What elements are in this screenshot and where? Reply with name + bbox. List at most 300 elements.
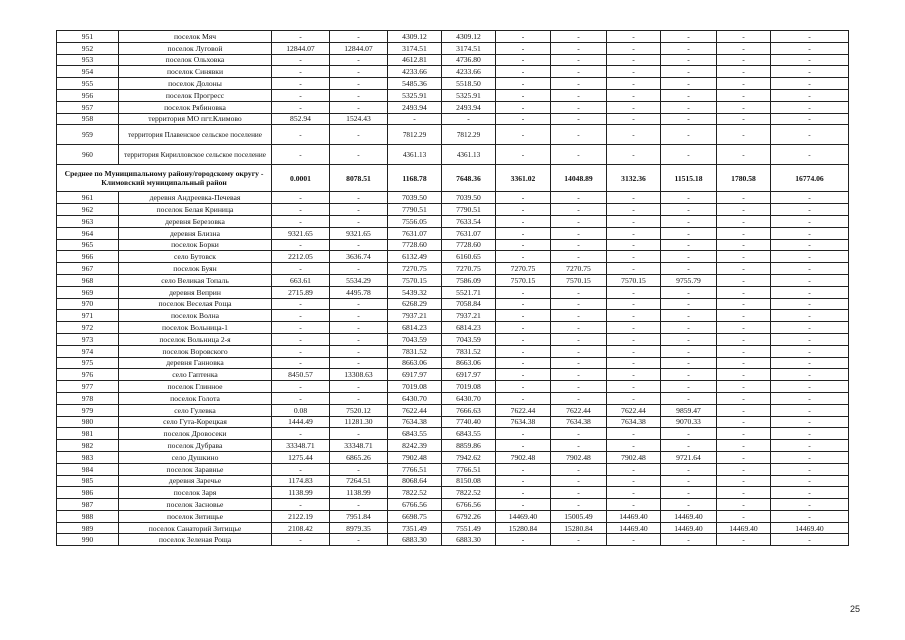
value-cell: 7043.59 xyxy=(388,333,442,345)
value-cell: - xyxy=(551,66,607,78)
table-row xyxy=(57,487,849,499)
value-cell: - xyxy=(771,451,849,463)
value-cell: 1780.58 xyxy=(717,165,771,192)
value-cell: - xyxy=(272,381,330,393)
value-cell: - xyxy=(661,392,717,404)
value-cell: - xyxy=(717,381,771,393)
value-cell: - xyxy=(717,499,771,511)
row-number-cell: 956 xyxy=(57,89,119,101)
table-row xyxy=(57,510,849,522)
settlement-name-cell: село Великая Топаль xyxy=(119,274,272,286)
value-cell: - xyxy=(607,333,661,345)
value-cell: 6132.49 xyxy=(388,251,442,263)
value-cell: 3174.51 xyxy=(388,42,442,54)
value-cell: 2212.05 xyxy=(272,251,330,263)
value-cell: - xyxy=(496,428,551,440)
value-cell: - xyxy=(717,113,771,125)
value-cell: - xyxy=(551,215,607,227)
table-row xyxy=(57,463,849,475)
value-cell: 7631.07 xyxy=(442,227,496,239)
value-cell: 8979.35 xyxy=(330,522,388,534)
value-cell: - xyxy=(607,227,661,239)
value-cell: 8150.08 xyxy=(442,475,496,487)
value-cell: - xyxy=(717,463,771,475)
value-cell: 7790.51 xyxy=(388,204,442,216)
value-cell: 1524.43 xyxy=(330,113,388,125)
row-number-cell: 974 xyxy=(57,345,119,357)
row-number-cell: 976 xyxy=(57,369,119,381)
value-cell: - xyxy=(607,66,661,78)
value-cell: - xyxy=(717,475,771,487)
table-row xyxy=(57,381,849,393)
table-row xyxy=(57,286,849,298)
value-cell: - xyxy=(330,125,388,145)
value-cell: - xyxy=(771,404,849,416)
settlement-name-cell: село Гулевка xyxy=(119,404,272,416)
settlement-name-cell: поселок Рябиновка xyxy=(119,101,272,113)
value-cell: - xyxy=(330,192,388,204)
value-cell: - xyxy=(661,499,717,511)
value-cell: - xyxy=(496,66,551,78)
value-cell: - xyxy=(607,475,661,487)
value-cell: - xyxy=(330,54,388,66)
value-cell: 8450.57 xyxy=(272,369,330,381)
value-cell: - xyxy=(551,101,607,113)
value-cell: 6814.23 xyxy=(442,322,496,334)
value-cell: 7790.51 xyxy=(442,204,496,216)
value-cell: 3361.02 xyxy=(496,165,551,192)
value-cell: - xyxy=(551,89,607,101)
table-row xyxy=(57,263,849,275)
value-cell: - xyxy=(496,78,551,90)
settlement-name-cell: поселок Голота xyxy=(119,392,272,404)
value-cell: - xyxy=(661,263,717,275)
settlement-name-cell: поселок Засновье xyxy=(119,499,272,511)
value-cell: - xyxy=(661,192,717,204)
value-cell: - xyxy=(496,215,551,227)
value-cell: 852.94 xyxy=(272,113,330,125)
value-cell: - xyxy=(771,440,849,452)
value-cell: 5534.29 xyxy=(330,274,388,286)
row-number-cell: 963 xyxy=(57,215,119,227)
value-cell: - xyxy=(496,534,551,546)
value-cell: 7740.40 xyxy=(442,416,496,428)
row-number-cell: 977 xyxy=(57,381,119,393)
settlement-name-cell: поселок Воровского xyxy=(119,345,272,357)
row-number-cell: 965 xyxy=(57,239,119,251)
settlement-name-cell: поселок Луговой xyxy=(119,42,272,54)
value-cell: - xyxy=(661,125,717,145)
value-cell: - xyxy=(551,534,607,546)
value-cell: 7902.48 xyxy=(607,451,661,463)
value-cell: 2715.89 xyxy=(272,286,330,298)
value-cell: 14048.89 xyxy=(551,165,607,192)
value-cell: - xyxy=(661,463,717,475)
value-cell: - xyxy=(330,66,388,78)
value-cell: - xyxy=(661,475,717,487)
value-cell: 4361.13 xyxy=(388,145,442,165)
value-cell: 11515.18 xyxy=(661,165,717,192)
value-cell: - xyxy=(717,263,771,275)
value-cell: - xyxy=(771,510,849,522)
value-cell: 9070.33 xyxy=(661,416,717,428)
value-cell: - xyxy=(771,381,849,393)
value-cell: - xyxy=(551,192,607,204)
value-cell: - xyxy=(717,42,771,54)
value-cell: - xyxy=(496,392,551,404)
value-cell: - xyxy=(551,78,607,90)
value-cell: - xyxy=(717,145,771,165)
table-row xyxy=(57,345,849,357)
value-cell: 3174.51 xyxy=(442,42,496,54)
settlement-name-cell: село Бутовск xyxy=(119,251,272,263)
table-row xyxy=(57,215,849,227)
value-cell: 7622.44 xyxy=(388,404,442,416)
row-number-cell: 972 xyxy=(57,322,119,334)
value-cell: 11281.30 xyxy=(330,416,388,428)
value-cell: 7570.15 xyxy=(388,274,442,286)
row-number-cell: 955 xyxy=(57,78,119,90)
value-cell: - xyxy=(496,192,551,204)
value-cell: - xyxy=(272,392,330,404)
value-cell: - xyxy=(607,463,661,475)
value-cell: - xyxy=(661,345,717,357)
settlement-name-cell: поселок Дровосеки xyxy=(119,428,272,440)
value-cell: - xyxy=(771,251,849,263)
value-cell: - xyxy=(717,227,771,239)
value-cell: - xyxy=(607,78,661,90)
value-cell: - xyxy=(551,369,607,381)
value-cell: 7622.44 xyxy=(607,404,661,416)
value-cell: 5325.91 xyxy=(442,89,496,101)
value-cell: - xyxy=(272,101,330,113)
value-cell: - xyxy=(607,113,661,125)
value-cell: - xyxy=(496,239,551,251)
value-cell: - xyxy=(661,487,717,499)
value-cell: - xyxy=(496,463,551,475)
value-cell: - xyxy=(661,310,717,322)
value-cell: 5518.50 xyxy=(442,78,496,90)
value-cell: - xyxy=(717,101,771,113)
value-cell: - xyxy=(551,145,607,165)
table-row xyxy=(57,475,849,487)
value-cell: - xyxy=(272,54,330,66)
value-cell: - xyxy=(551,475,607,487)
settlement-name-cell: поселок Борки xyxy=(119,239,272,251)
value-cell: 7831.52 xyxy=(388,345,442,357)
table-row xyxy=(57,125,849,145)
table-row xyxy=(57,239,849,251)
value-cell: 8068.64 xyxy=(388,475,442,487)
value-cell: - xyxy=(717,298,771,310)
row-number-cell: 961 xyxy=(57,192,119,204)
settlement-name-cell: поселок Заравнье xyxy=(119,463,272,475)
value-cell: - xyxy=(607,89,661,101)
value-cell: 7937.21 xyxy=(388,310,442,322)
row-number-cell: 983 xyxy=(57,451,119,463)
settlement-name-cell: поселок Ольховка xyxy=(119,54,272,66)
value-cell: 7570.15 xyxy=(551,274,607,286)
value-cell: - xyxy=(771,78,849,90)
value-cell: 2122.19 xyxy=(272,510,330,522)
settlement-name-cell: территория МО пгт.Климово xyxy=(119,113,272,125)
value-cell: - xyxy=(607,263,661,275)
table-row xyxy=(57,145,849,165)
value-cell: 12844.07 xyxy=(272,42,330,54)
tariff-table xyxy=(56,30,849,546)
value-cell: - xyxy=(607,357,661,369)
value-cell: 2108.42 xyxy=(272,522,330,534)
value-cell: 7039.50 xyxy=(442,192,496,204)
value-cell: - xyxy=(717,125,771,145)
value-cell: 14469.40 xyxy=(661,522,717,534)
row-number-cell: 986 xyxy=(57,487,119,499)
value-cell: 7634.38 xyxy=(388,416,442,428)
value-cell: - xyxy=(771,192,849,204)
settlement-name-cell: деревня Заречье xyxy=(119,475,272,487)
value-cell: 1138.99 xyxy=(272,487,330,499)
value-cell: 7043.59 xyxy=(442,333,496,345)
row-number-cell: 951 xyxy=(57,31,119,43)
value-cell: - xyxy=(551,381,607,393)
value-cell: - xyxy=(330,333,388,345)
value-cell: - xyxy=(771,42,849,54)
value-cell: - xyxy=(717,440,771,452)
value-cell: - xyxy=(771,215,849,227)
value-cell: - xyxy=(607,534,661,546)
value-cell: - xyxy=(661,101,717,113)
value-cell: - xyxy=(330,145,388,165)
value-cell: - xyxy=(551,333,607,345)
value-cell: - xyxy=(551,31,607,43)
value-cell: - xyxy=(330,215,388,227)
value-cell: - xyxy=(607,392,661,404)
value-cell: - xyxy=(272,463,330,475)
value-cell: - xyxy=(330,392,388,404)
value-cell: - xyxy=(717,428,771,440)
settlement-name-cell: поселок Волна xyxy=(119,310,272,322)
value-cell: 7634.38 xyxy=(496,416,551,428)
row-number-cell: 962 xyxy=(57,204,119,216)
value-cell: 7019.08 xyxy=(388,381,442,393)
table-row xyxy=(57,451,849,463)
value-cell: - xyxy=(771,487,849,499)
value-cell: - xyxy=(330,345,388,357)
settlement-name-cell: поселок Зитищье xyxy=(119,510,272,522)
value-cell: 7351.49 xyxy=(388,522,442,534)
value-cell: - xyxy=(272,322,330,334)
value-cell: - xyxy=(607,145,661,165)
value-cell: 663.61 xyxy=(272,274,330,286)
value-cell: - xyxy=(661,204,717,216)
value-cell: - xyxy=(771,428,849,440)
value-cell: 9321.65 xyxy=(330,227,388,239)
value-cell: 8078.51 xyxy=(330,165,388,192)
row-number-cell: 982 xyxy=(57,440,119,452)
value-cell: - xyxy=(551,251,607,263)
settlement-name-cell: деревня Андреевка-Печевая xyxy=(119,192,272,204)
table-row xyxy=(57,54,849,66)
row-number-cell: 989 xyxy=(57,522,119,534)
table-row xyxy=(57,440,849,452)
value-cell: - xyxy=(607,322,661,334)
value-cell: 8663.06 xyxy=(442,357,496,369)
value-cell: 14469.40 xyxy=(496,510,551,522)
value-cell: 0.0001 xyxy=(272,165,330,192)
settlement-name-cell: поселок Зеленая Роща xyxy=(119,534,272,546)
value-cell: - xyxy=(496,54,551,66)
value-cell: - xyxy=(771,101,849,113)
value-cell: - xyxy=(272,499,330,511)
value-cell: 9755.79 xyxy=(661,274,717,286)
value-cell: 6766.56 xyxy=(388,499,442,511)
table-row xyxy=(57,42,849,54)
settlement-name-cell: деревня Близна xyxy=(119,227,272,239)
settlement-name-cell: деревня Ганновка xyxy=(119,357,272,369)
value-cell: - xyxy=(496,145,551,165)
row-number-cell: 964 xyxy=(57,227,119,239)
value-cell: - xyxy=(607,487,661,499)
settlement-name-cell: поселок Дубрава xyxy=(119,440,272,452)
table-row xyxy=(57,310,849,322)
value-cell: - xyxy=(330,499,388,511)
value-cell: 1168.78 xyxy=(388,165,442,192)
value-cell: 7570.15 xyxy=(496,274,551,286)
value-cell: - xyxy=(771,322,849,334)
value-cell: 14469.40 xyxy=(607,522,661,534)
value-cell: 15280.84 xyxy=(551,522,607,534)
table-row xyxy=(57,428,849,440)
value-cell: - xyxy=(717,251,771,263)
value-cell: - xyxy=(607,239,661,251)
row-number-cell: 973 xyxy=(57,333,119,345)
value-cell: 7634.38 xyxy=(607,416,661,428)
table-row xyxy=(57,369,849,381)
value-cell: - xyxy=(771,392,849,404)
value-cell: 7831.52 xyxy=(442,345,496,357)
value-cell: - xyxy=(496,440,551,452)
value-cell: 7728.60 xyxy=(388,239,442,251)
value-cell: - xyxy=(388,113,442,125)
page-number: 25 xyxy=(849,604,860,614)
value-cell: - xyxy=(496,381,551,393)
value-cell: - xyxy=(496,345,551,357)
value-cell: 7633.54 xyxy=(442,215,496,227)
value-cell: 4233.66 xyxy=(388,66,442,78)
table-row xyxy=(57,192,849,204)
value-cell: 7622.44 xyxy=(496,404,551,416)
value-cell: - xyxy=(717,357,771,369)
value-cell: 4309.12 xyxy=(442,31,496,43)
value-cell: - xyxy=(272,239,330,251)
settlement-name-cell: территория Кирилловское сельское поселение xyxy=(119,145,272,165)
value-cell: 2493.94 xyxy=(388,101,442,113)
value-cell: 6160.65 xyxy=(442,251,496,263)
value-cell: 6430.70 xyxy=(388,392,442,404)
value-cell: - xyxy=(717,416,771,428)
row-number-cell: 988 xyxy=(57,510,119,522)
value-cell: 5325.91 xyxy=(388,89,442,101)
value-cell: - xyxy=(496,298,551,310)
value-cell: - xyxy=(771,475,849,487)
value-cell: 7766.51 xyxy=(388,463,442,475)
value-cell: - xyxy=(607,125,661,145)
value-cell: - xyxy=(661,251,717,263)
value-cell: - xyxy=(551,54,607,66)
value-cell: 7822.52 xyxy=(442,487,496,499)
value-cell: - xyxy=(496,251,551,263)
value-cell: 7631.07 xyxy=(388,227,442,239)
value-cell: - xyxy=(771,416,849,428)
settlement-name-cell: поселок Долоны xyxy=(119,78,272,90)
value-cell: - xyxy=(272,298,330,310)
value-cell: - xyxy=(771,369,849,381)
value-cell: 7812.29 xyxy=(388,125,442,145)
value-cell: - xyxy=(330,89,388,101)
value-cell: 4361.13 xyxy=(442,145,496,165)
row-number-cell: 969 xyxy=(57,286,119,298)
value-cell: - xyxy=(771,204,849,216)
value-cell: 15005.49 xyxy=(551,510,607,522)
value-cell: - xyxy=(551,227,607,239)
value-cell: 5485.36 xyxy=(388,78,442,90)
row-number-cell: 953 xyxy=(57,54,119,66)
value-cell: 6268.29 xyxy=(388,298,442,310)
value-cell: 6814.23 xyxy=(388,322,442,334)
value-cell: 9859.47 xyxy=(661,404,717,416)
value-cell: - xyxy=(717,204,771,216)
table-row xyxy=(57,204,849,216)
value-cell: - xyxy=(551,239,607,251)
value-cell: 12844.07 xyxy=(330,42,388,54)
value-cell: - xyxy=(607,31,661,43)
value-cell: - xyxy=(330,310,388,322)
settlement-name-cell: поселок Белая Криница xyxy=(119,204,272,216)
table-row xyxy=(57,78,849,90)
value-cell: - xyxy=(607,428,661,440)
value-cell: 4736.80 xyxy=(442,54,496,66)
value-cell: - xyxy=(717,487,771,499)
value-cell: 7951.84 xyxy=(330,510,388,522)
value-cell: 6792.26 xyxy=(442,510,496,522)
value-cell: - xyxy=(272,78,330,90)
table-row xyxy=(57,31,849,43)
value-cell: - xyxy=(496,322,551,334)
value-cell: - xyxy=(551,463,607,475)
value-cell: 8242.39 xyxy=(388,440,442,452)
value-cell: - xyxy=(496,286,551,298)
value-cell: 7902.48 xyxy=(388,451,442,463)
value-cell: - xyxy=(496,357,551,369)
value-cell: 7058.84 xyxy=(442,298,496,310)
value-cell: 5521.71 xyxy=(442,286,496,298)
value-cell: 7666.63 xyxy=(442,404,496,416)
value-cell: 6865.26 xyxy=(330,451,388,463)
value-cell: 7902.48 xyxy=(551,451,607,463)
value-cell: - xyxy=(330,534,388,546)
value-cell: - xyxy=(607,42,661,54)
average-row xyxy=(57,165,849,192)
value-cell: - xyxy=(661,298,717,310)
value-cell: 8663.06 xyxy=(388,357,442,369)
value-cell: - xyxy=(607,440,661,452)
value-cell: - xyxy=(272,310,330,322)
row-number-cell: 960 xyxy=(57,145,119,165)
settlement-name-cell: деревня Веприн xyxy=(119,286,272,298)
value-cell: - xyxy=(551,499,607,511)
value-cell: - xyxy=(607,310,661,322)
value-cell: 1275.44 xyxy=(272,451,330,463)
